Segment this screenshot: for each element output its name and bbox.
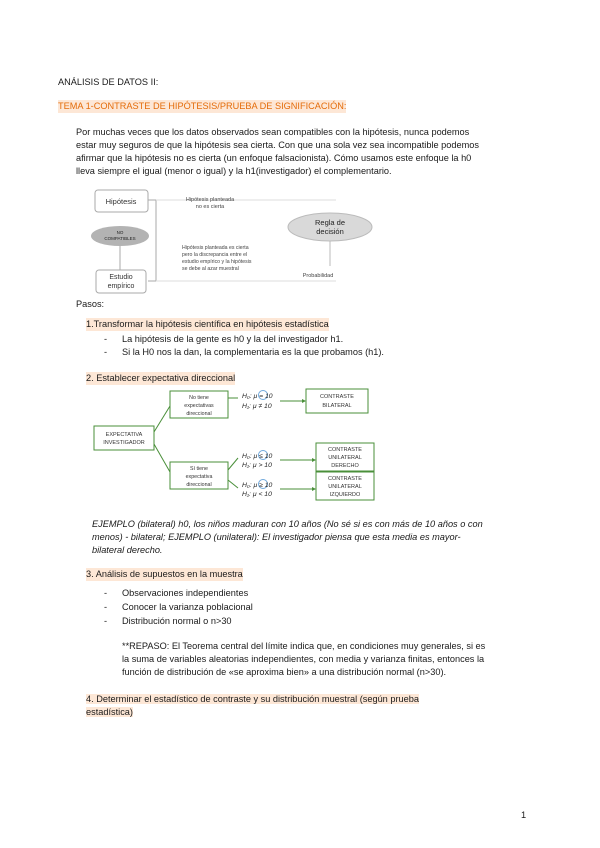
si-tiene-label: expectativa: [185, 474, 213, 480]
contraste-bilateral-label: BILATERAL: [322, 403, 352, 409]
h0-derecho: H₀: μ ≤ 10: [242, 453, 273, 460]
planteada-cierta: pero la discrepancia entre el: [182, 252, 248, 258]
step3-bullet: Distribución normal o n>30: [122, 616, 232, 626]
repaso-paragraph: [122, 640, 485, 679]
ejemplo-line: bilateral derecho.: [92, 545, 163, 555]
intro-line: lleva siempre el igual (menor o igual) y la h1(investigador) el complementario.: [76, 166, 392, 176]
repaso-line: función de distribución de «se aproxima bien» a una distribución normal (n>30).: [122, 667, 447, 677]
doc-title: ANÁLISIS DE DATOS II:: [58, 77, 159, 87]
expectativa-label: INVESTIGADOR: [103, 440, 145, 446]
expectativa-label: EXPECTATIVA: [105, 432, 143, 438]
no-compatibles-label: COMPATIBLES: [104, 236, 136, 241]
h1-izquierdo: H₁: μ < 10: [242, 491, 272, 498]
h0-bilateral: H₀: μ = 10: [242, 393, 273, 400]
h1-bilateral: H₁: μ ≠ 10: [242, 403, 272, 410]
step3-bullet: Conocer la varianza poblacional: [122, 602, 253, 612]
h0-izquierdo: H₀: μ ≥ 10: [242, 482, 273, 489]
tema-title: TEMA 1-CONTRASTE DE HIPÓTESIS/PRUEBA DE SIGNIFICACIÓN:: [58, 101, 347, 111]
si-tiene-label: Sí tiene: [190, 466, 208, 472]
contraste-derecho-label: DERECHO: [331, 463, 359, 469]
intro-line: afirmar que la hipótesis no es cierta (un enfoque falsacionista). Cómo usamos este enfoque la h0: [76, 153, 472, 163]
planteada-cierta: Hipótesis planteada es cierta: [182, 245, 249, 251]
intro-line: Por muchas veces que los datos observados sean compatibles con la hipótesis, nunca podemos: [76, 127, 470, 137]
intro-paragraph: [76, 126, 479, 178]
bullet-dash: -: [104, 588, 108, 598]
directional-diagram: [92, 388, 392, 504]
step2-title: 2. Establecer expectativa direccional: [86, 373, 236, 383]
page-number: 1: [521, 810, 527, 820]
bullet-dash: -: [104, 347, 108, 357]
no-compatibles-label: NO: [116, 230, 124, 235]
bullet-dash: -: [104, 602, 108, 612]
no-tiene-label: direccional: [186, 411, 212, 417]
expectativa-box: [94, 426, 154, 450]
estudio-label: empírico: [107, 283, 135, 290]
no-tiene-label: expectativas: [184, 403, 214, 409]
bullet-dash: -: [104, 334, 108, 344]
ejemplo-line: EJEMPLO (bilateral) h0, los niños maduran con 10 años (No sé si es con más de 10 años o con: [92, 519, 483, 529]
h1-derecho: H₁: μ > 10: [242, 462, 272, 469]
ejemplo-paragraph: [92, 518, 483, 557]
estudio-label: Estudio: [109, 274, 133, 281]
hipotesis-label: Hipótesis: [105, 197, 137, 206]
contraste-izquierdo-label: CONTRASTE: [328, 476, 362, 482]
planteada-no-cierta: Hipótesis planteada: [185, 197, 235, 203]
contraste-bilateral-box: [306, 389, 368, 413]
step1-title: 1.Transformar la hipótesis científica en hipótesis estadística: [86, 319, 329, 329]
regla-label: decisión: [316, 227, 344, 236]
planteada-cierta: se debe al azar muestral: [182, 266, 239, 272]
contraste-bilateral-label: CONTRASTE: [320, 394, 354, 400]
step4-title: [86, 693, 419, 719]
step1-bullet: La hipótesis de la gente es h0 y la del investigador h1.: [122, 334, 344, 344]
step4-title-line: estadística): [86, 707, 133, 717]
repaso-line: la suma de variables aleatorias independientes, con media y varianza finitas, entonces la: [122, 654, 485, 664]
contraste-derecho-label: CONTRASTE: [328, 447, 362, 453]
planteada-no-cierta: no es cierta: [195, 204, 225, 210]
si-tiene-label: direccional: [186, 482, 212, 488]
hypothesis-diagram: [86, 186, 386, 296]
contraste-izquierdo-label: IZQUIERDO: [329, 492, 361, 498]
step1-bullet: Si la H0 nos la dan, la complementaria es la que probamos (h1).: [122, 347, 384, 357]
contraste-izquierdo-label: UNILATERAL: [328, 484, 362, 490]
contraste-derecho-label: UNILATERAL: [328, 455, 362, 461]
bullet-dash: -: [104, 616, 108, 626]
regla-label: Regla de: [314, 218, 346, 227]
step3-title: 3. Análisis de supuestos en la muestra: [86, 569, 243, 579]
pasos-label: Pasos:: [76, 299, 105, 309]
planteada-cierta: estudio empírico y la hipótesis: [182, 259, 252, 265]
no-tiene-label: No tiene: [189, 395, 209, 401]
probabilidad-label: Probabilidad: [302, 273, 334, 279]
step4-title-line: 4. Determinar el estadístico de contraste y su distribución muestral (según prueba: [86, 694, 419, 704]
repaso-line: **REPASO: El Teorema central del límite indica que, en condiciones muy generales, si es: [122, 641, 486, 651]
ejemplo-line: menos) - bilateral; EJEMPLO (unilateral): El investigador piensa que esta media es mayor-: [92, 532, 461, 542]
step3-bullet: Observaciones independientes: [122, 588, 249, 598]
intro-line: estar muy seguros de que la hipótesis sea cierta. Con que una sola vez sea incompatible podemos: [76, 140, 479, 150]
